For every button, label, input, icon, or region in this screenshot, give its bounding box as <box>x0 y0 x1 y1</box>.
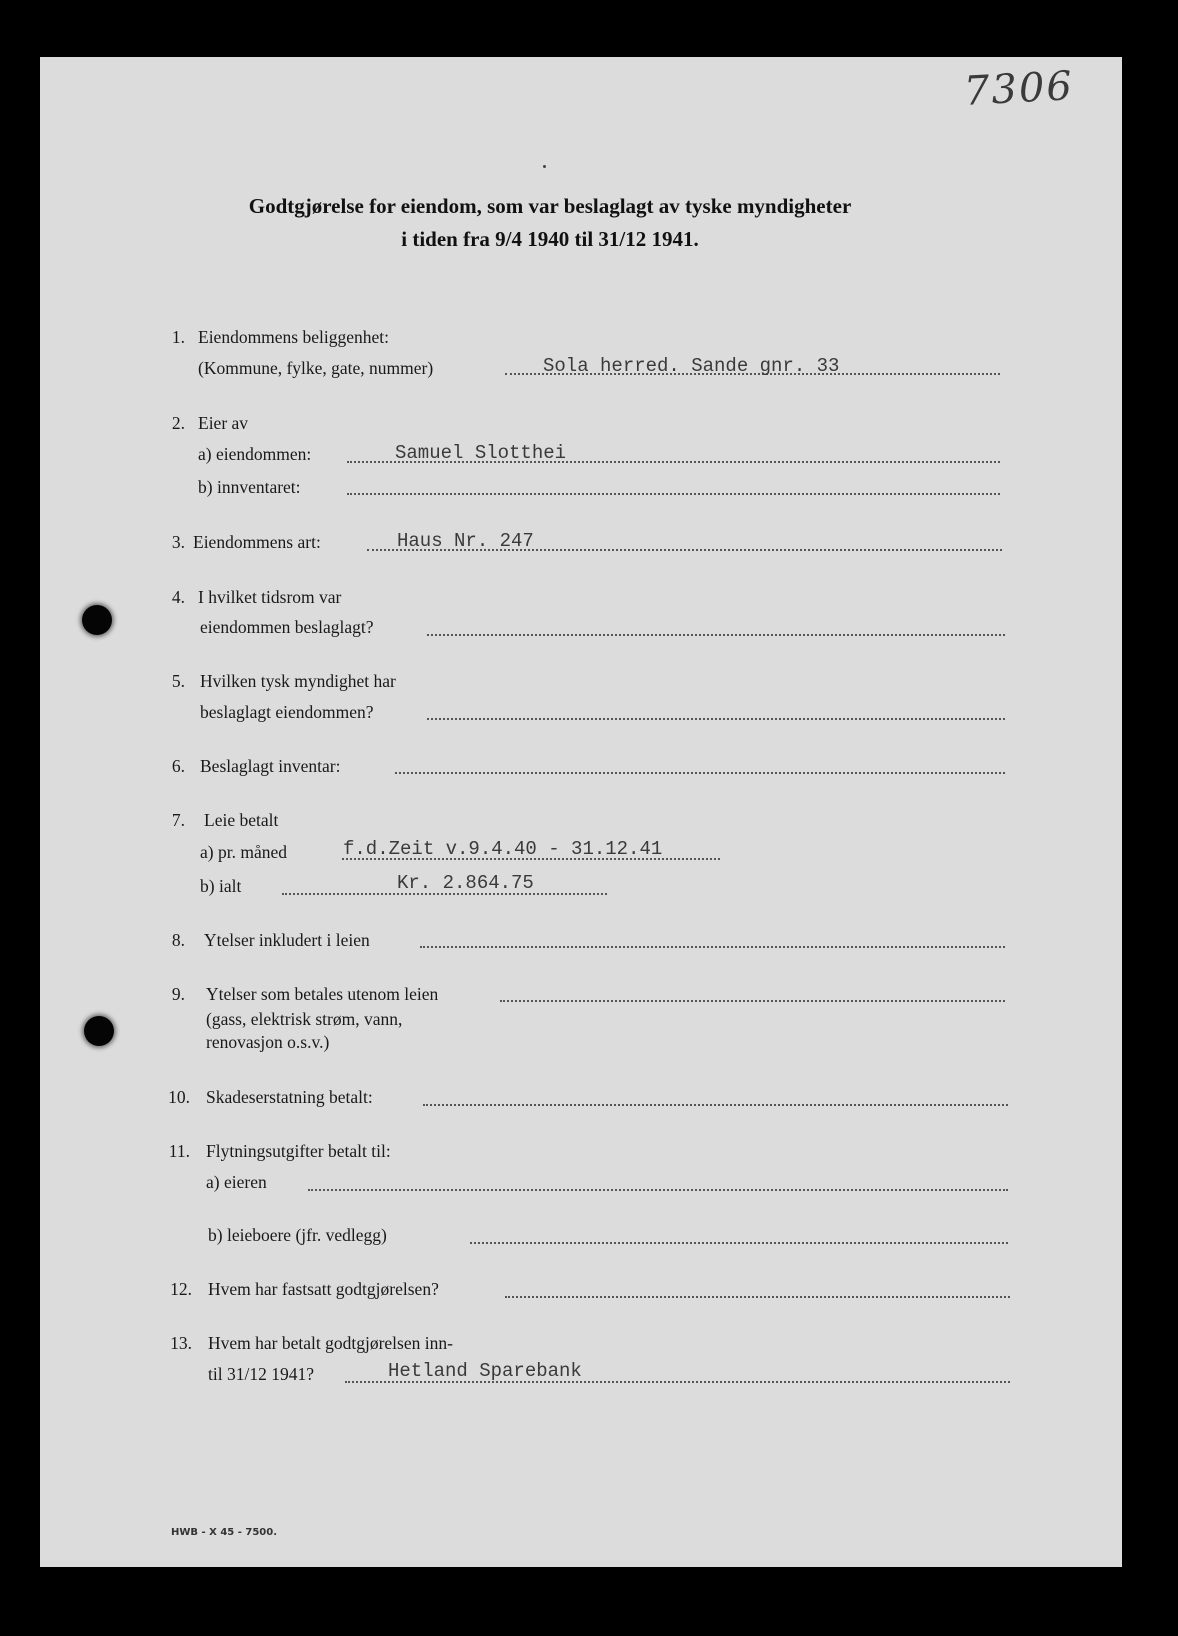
dotted-line <box>308 1189 1008 1191</box>
label: Hvem har fastsatt godtgjørelsen? <box>208 1279 439 1299</box>
typed-answer: Haus Nr. 247 <box>397 530 534 552</box>
form-title <box>140 190 960 256</box>
typed-answer: Sola herred. Sande gnr. 33 <box>543 355 840 377</box>
ink-dot <box>543 165 546 168</box>
punch-hole <box>84 1016 114 1046</box>
label: Hvilken tysk myndighet har <box>200 671 396 691</box>
label: Ytelser som betales utenom leien <box>206 984 439 1004</box>
label: Eiendommens art: <box>193 532 321 552</box>
item-number: 6. <box>171 756 185 776</box>
label: Beslaglagt inventar: <box>200 756 341 776</box>
label: beslaglagt eiendommen? <box>200 702 374 722</box>
item-number: 7. <box>171 810 185 830</box>
form-sheet <box>40 57 1122 1567</box>
typed-answer: Kr. 2.864.75 <box>397 872 534 894</box>
label: Hvem har betalt godtgjørelsen inn- <box>208 1333 453 1353</box>
item-number: 2. <box>171 413 185 433</box>
label: Ytelser inkludert i leien <box>204 930 370 950</box>
item-number: 9. <box>171 984 185 1004</box>
dotted-line <box>470 1242 1008 1244</box>
label: I hvilket tidsrom var <box>198 587 342 607</box>
label: Skadeserstatning betalt: <box>206 1087 373 1107</box>
item-number: 1. <box>171 327 185 347</box>
item-number: 8. <box>171 930 185 950</box>
typed-answer: Hetland Sparebank <box>388 1360 582 1382</box>
label: (Kommune, fylke, gate, nummer) <box>198 358 434 378</box>
item-number: 4. <box>171 587 185 607</box>
title-line-1: Godtgjørelse for eiendom, som var beslaglagt av tyske myndigheter <box>248 194 852 218</box>
dotted-line <box>427 634 1005 636</box>
label: Leie betalt <box>204 810 279 830</box>
form-code: HWB - X 45 - 7500. <box>171 1527 277 1538</box>
label: Eiendommens beliggenhet: <box>198 327 389 347</box>
label: a) eieren <box>206 1172 267 1192</box>
item-number: 10. <box>168 1087 190 1107</box>
dotted-line <box>347 493 1000 495</box>
item-number: 3. <box>171 532 185 552</box>
handwritten-number: 7306 <box>962 63 1075 115</box>
dotted-line <box>500 1000 1005 1002</box>
item-number: 11. <box>168 1141 190 1161</box>
label: a) pr. måned <box>200 842 287 862</box>
typed-answer: f.d.Zeit v.9.4.40 - 31.12.41 <box>343 838 663 860</box>
label: b) innventaret: <box>198 477 301 497</box>
dotted-line <box>505 1296 1010 1298</box>
item-number: 13. <box>170 1333 192 1353</box>
label: til 31/12 1941? <box>208 1364 314 1384</box>
dotted-line <box>427 718 1005 720</box>
dotted-line <box>420 946 1005 948</box>
title-line-2: i tiden fra 9/4 1940 til 31/12 1941. <box>401 227 699 251</box>
typed-answer: Samuel Slotthei <box>395 442 567 464</box>
item-number: 12. <box>170 1279 192 1299</box>
label: eiendommen beslaglagt? <box>200 617 374 637</box>
label: a) eiendommen: <box>198 444 312 464</box>
label: b) leieboere (jfr. vedlegg) <box>208 1225 387 1245</box>
label: Eier av <box>198 413 249 433</box>
label: b) ialt <box>200 876 242 896</box>
label: renovasjon o.s.v.) <box>206 1032 330 1052</box>
dotted-line <box>395 772 1005 774</box>
punch-hole <box>82 605 112 635</box>
item-number: 5. <box>171 671 185 691</box>
label: (gass, elektrisk strøm, vann, <box>206 1009 403 1029</box>
dotted-line <box>423 1104 1008 1106</box>
label: Flytningsutgifter betalt til: <box>206 1141 391 1161</box>
